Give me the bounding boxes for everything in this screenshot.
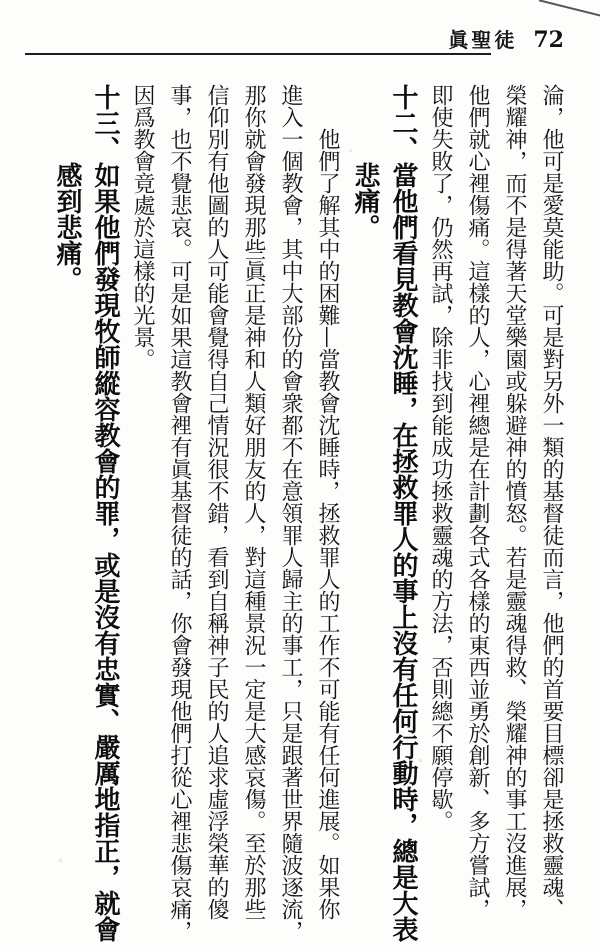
- text-column-9: 那你就會發現那些眞正是神和人類好朋友的人，對這種景況一定是大感哀傷。至於那些: [241, 84, 266, 920]
- text-column-7: 他們了解其中的困難—當教會沈睡時，拯救罪人的工作不可能有任何進展。如果你: [315, 128, 340, 920]
- text-column-3: 他們就心裡傷痛。這樣的人，心裡總是在計劃各式各樣的東西並勇於創新、多方嘗試，: [465, 84, 490, 920]
- text-column-11: 事，也不覺悲哀。可是如果這教會裡有眞基督徒的話，你會發現他們打從心裡悲傷哀痛，: [167, 84, 192, 942]
- section-13-heading-column-2: 感到悲痛。: [52, 162, 82, 292]
- text-column-8: 進入一個教會，其中大部份的會衆都不在意領罪人歸主的事工，只是跟著世界隨波逐流，: [278, 84, 303, 942]
- scan-speckles: [0, 0, 1, 1]
- book-title: 眞聖徒: [448, 28, 518, 52]
- text-column-4: 即使失敗了，仍然再試，除非找到能成功拯救靈魂的方法，否則總不願停歇。: [428, 84, 453, 832]
- section-12-heading-column-1: 十二、當他們看見教會沈睡，在拯救罪人的事上沒有任何行動時，總是大表: [388, 84, 418, 942]
- vertical-text-block: [48, 84, 570, 942]
- text-column-1: 淪，他可是愛莫能助。可是對另外一類的基督徒而言，他們的首要目標卻是拯救靈魂、: [539, 84, 564, 920]
- scan-corner-artifact: [539, 0, 600, 18]
- running-head: [448, 24, 564, 53]
- section-13-heading-column-1: 十三、如果他們發現牧師縱容教會的罪，或是沒有忠實、嚴厲地指正，就會: [90, 84, 120, 942]
- text-column-2: 榮耀神，而不是得著天堂樂園或躲避神的憤怒。若是靈魂得救、榮耀神的事工沒進展，: [502, 84, 527, 920]
- text-column-10: 信仰別有他圖的人可能會覺得自己情況很不錯，看到自稱神子民的人追求虛浮榮華的傻: [204, 84, 229, 920]
- section-12-heading-column-2: 悲痛。: [350, 162, 380, 240]
- page-number: 72: [533, 27, 564, 53]
- text-column-12: 因爲教會竟處於這樣的光景。: [130, 84, 155, 370]
- header-rule: [25, 53, 491, 55]
